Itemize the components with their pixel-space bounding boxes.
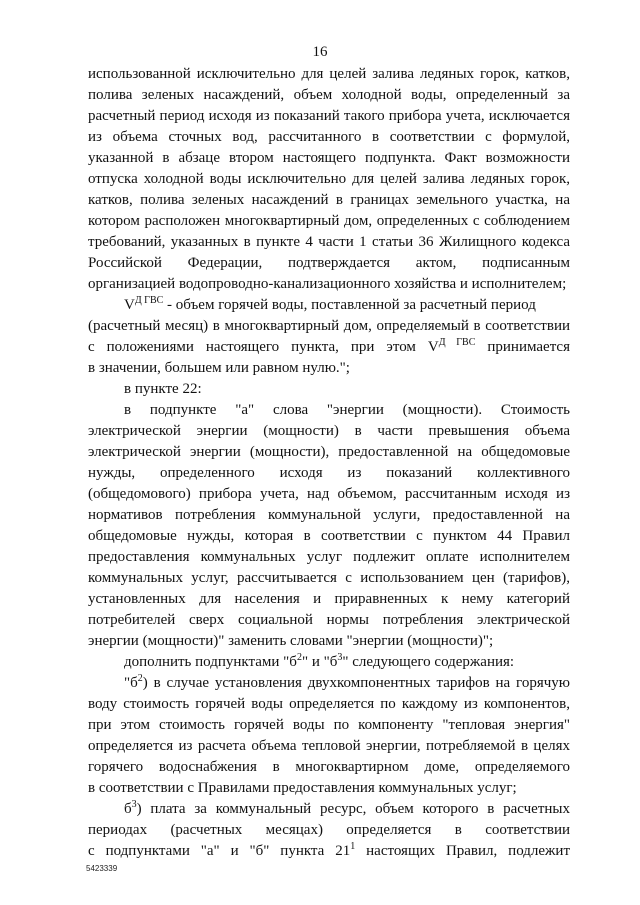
body-text: [88, 64, 570, 862]
text-line: определяется из расчета объема тепловой энергии, потребляемой в целях: [88, 738, 570, 754]
text-fragment: дополнить подпунктами "б: [124, 654, 297, 670]
text-line: катков, полива зеленых насаждений в границах земельного участка, на: [88, 192, 570, 208]
text-fragment: настоящих Правил, подлежит: [355, 843, 570, 859]
text-fragment: б: [124, 801, 132, 817]
text-line: установленных для населения и приравненных к нему категорий: [88, 591, 570, 607]
page-number: 16: [312, 44, 328, 60]
text-line: при этом стоимость горячей воды по компоненту "тепловая энергия": [88, 717, 570, 733]
text-line: предоставления коммунальных услуг подлежит оплате исполнителем: [88, 549, 570, 565]
last-line: [88, 841, 570, 862]
text-line: (общедомового) прибора учета, над объемом, рассчитанным исходя из: [88, 486, 570, 502]
text-line: коммунальных услуг, рассчитывается с использованием цен (тарифов),: [88, 570, 570, 586]
text-line: расчетный период исходя из показаний такого прибора учета, исключается: [88, 108, 570, 124]
text-line: нужды, определенного исходя из показаний коллективного: [88, 465, 570, 481]
item-22-heading: в пункте 22:: [124, 381, 202, 397]
text-line: электрической энергии (мощности), предоставленной на общедомовые: [88, 444, 570, 460]
volume-symbol: V: [124, 297, 135, 313]
text-fragment: ) в случае установления двухкомпонентных тарифов на горячую: [142, 675, 570, 691]
text-fragment: с подпунктами "а" и "б" пункта 21: [88, 843, 351, 859]
text-line: в соответствии с Правилами предоставления коммунальных услуг;: [88, 780, 517, 796]
text-line: общедомовые нужды, которая в соответствии с пунктом 44 Правил: [88, 528, 570, 544]
subitem-b2-first-line: [88, 673, 570, 694]
text-line: использованной исключительно для целей залива ледяных горок, катков,: [88, 66, 570, 82]
text-line: из объема сточных вод, рассчитанного в соответствии с формулой,: [88, 129, 570, 145]
document-id: 5423339: [86, 864, 118, 873]
formula-line-2: [88, 337, 570, 358]
text-line: указанной в абзаце втором настоящего подпункта. Факт возможности: [88, 150, 570, 166]
text-line: отпуска холодной воды исключительно для целей залива ледяных горок,: [88, 171, 570, 187]
formula-text: принимается: [475, 339, 570, 355]
text-line: электрической энергии (мощности) в части превышения объема: [88, 423, 570, 439]
superscript: 2: [296, 652, 302, 663]
text-fragment: " следующего содержания:: [342, 654, 515, 670]
superscript: 1: [350, 841, 356, 852]
text-fragment: " и "б: [301, 654, 338, 670]
volume-superscript: Д ГВС: [134, 295, 164, 306]
formula-line: [88, 295, 570, 316]
text-fragment: "б: [124, 675, 138, 691]
text-line: организацией водопроводно-канализационного хозяйства и исполнителем;: [88, 276, 567, 292]
text-line: периодах (расчетных месяцах) определяется в соответствии: [88, 822, 570, 838]
volume-symbol: V: [427, 339, 439, 355]
superscript: 3: [337, 652, 343, 663]
formula-text: с положениями настоящего пункта, при этом: [88, 339, 428, 355]
text-line: (расчетный месяц) в многоквартирный дом, определяемый в соответствии: [88, 318, 570, 334]
superscript: 2: [137, 673, 143, 684]
text-line: котором расположен многоквартирный дом, определенных с соблюдением: [88, 213, 570, 229]
text-line: потребителей сверх социальной нормы потребления электрической: [88, 612, 570, 628]
text-line: нормативов потребления коммунальной услуги, предоставленной на: [88, 507, 570, 523]
text-line: горячего водоснабжения в многоквартирном доме, определяемого: [88, 759, 570, 775]
text-fragment: ) плата за коммунальный ресурс, объем которого в расчетных: [136, 801, 570, 817]
text-line: воду стоимость горячей воды определяется по каждому из компонентов,: [88, 696, 570, 712]
add-subitems-line: [88, 652, 570, 673]
volume-superscript: Д ГВС: [438, 337, 476, 348]
text-line: Российской Федерации, подтверждается актом, подписанным: [88, 255, 570, 271]
text-line: в значении, большем или равном нулю.";: [88, 360, 350, 376]
formula-text: - объем горячей воды, поставленной за расчетный период: [163, 297, 536, 313]
text-line: требований, указанных в пункте 4 части 1 статьи 36 Жилищного кодекса: [88, 234, 570, 250]
subitem-b3-first-line: [88, 799, 570, 820]
superscript: 3: [131, 799, 137, 810]
text-line: в подпункте "а" слова "энергии (мощности). Стоимость: [124, 402, 570, 418]
text-line: энергии (мощности)" заменить словами "энергии (мощности)";: [88, 633, 494, 649]
text-line: полива зеленых насаждений, объем холодной воды, определенный за: [88, 87, 570, 103]
